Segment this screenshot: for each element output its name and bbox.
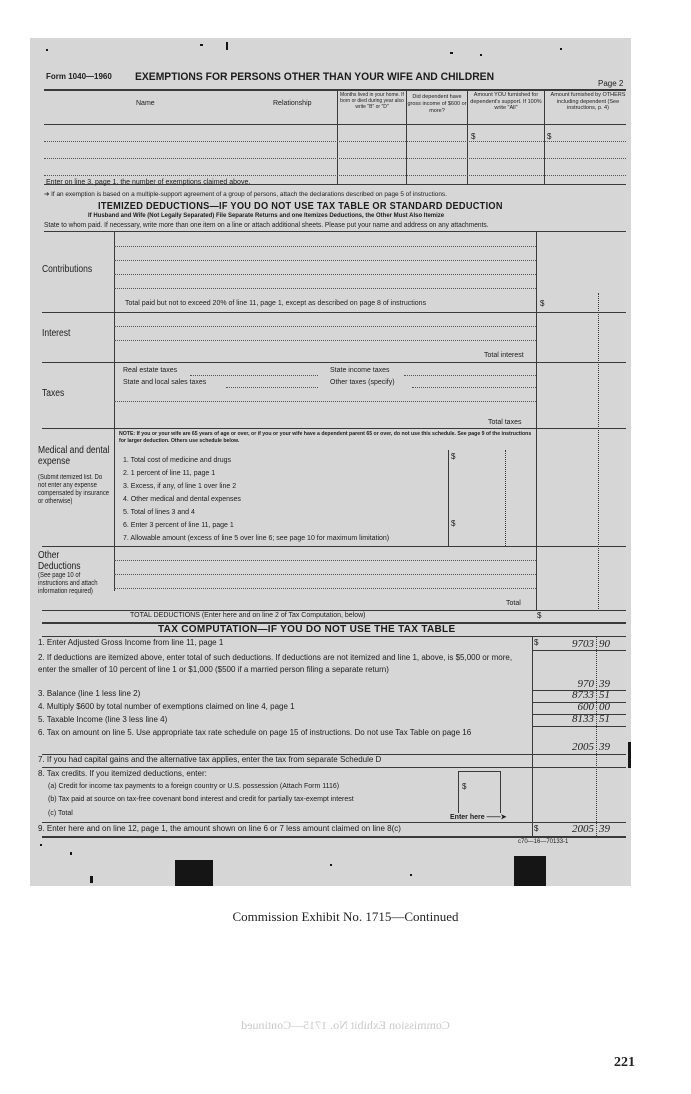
total-deductions-dollar: $ bbox=[537, 611, 542, 620]
contributions-dollar: $ bbox=[540, 299, 545, 308]
tax-line5-dollars: 8133 bbox=[572, 713, 594, 725]
tax-line-1: 1. Enter Adjusted Gross Income from line 11, page 1 bbox=[38, 638, 224, 647]
tax-credit-a-dollar: $ bbox=[462, 782, 467, 791]
contributions-total-label: Total paid but not to exceed 20% of line 11, page 1, except as described on page 8 of instructions bbox=[125, 300, 427, 307]
tax-line-8: 8. Tax credits. If you itemized deductions, enter: bbox=[38, 769, 207, 778]
tax-line9-cents: 39 bbox=[599, 823, 610, 835]
col-you-furnished-header: Amount YOU furnished for dependent's support. If 100% write "All" bbox=[470, 92, 542, 111]
other-deductions-instructions: (See page 10 of instructions and attach information required) bbox=[38, 572, 98, 595]
taxes-label: Taxes bbox=[42, 388, 65, 399]
tax-line1-cents: 90 bbox=[599, 638, 610, 650]
contributions-label: Contributions bbox=[42, 264, 93, 275]
tax-line4-cents: 00 bbox=[599, 701, 610, 713]
you-furnished-dollar: $ bbox=[471, 132, 476, 141]
col-others-furnished-header: Amount furnished by OTHERS including dependent (See instructions, p. 4) bbox=[550, 92, 626, 111]
exhibit-caption: Commission Exhibit No. 1715—Continued bbox=[232, 909, 459, 924]
total-interest-label: Total interest bbox=[484, 352, 524, 359]
page-label: Page 2 bbox=[598, 79, 624, 88]
medical-line-1: 1. Total cost of medicine and drugs bbox=[123, 457, 232, 464]
bleed-through-caption: Commission Exhibit No. 1715—Continued bbox=[241, 1018, 450, 1032]
scan-blot-right bbox=[514, 856, 546, 886]
gpo-code: c70—16—70133-1 bbox=[518, 839, 569, 845]
page-number: 221 bbox=[614, 1055, 635, 1070]
tax-line3-cents: 51 bbox=[599, 689, 610, 701]
tax-computation-title: TAX COMPUTATION—IF YOU DO NOT USE THE TAX TABLE bbox=[158, 624, 456, 635]
tax-line4-dollars: 600 bbox=[577, 701, 594, 713]
medical-line-4: 4. Other medical and dental expenses bbox=[123, 496, 241, 503]
tax-line2-cents: 39 bbox=[599, 678, 610, 690]
medical-instructions: (Submit itemized list. Do not enter any expense compensated by insurance or otherwise) bbox=[38, 474, 110, 505]
state-income-taxes-label: State income taxes bbox=[330, 367, 390, 374]
form-page-scan bbox=[30, 38, 631, 886]
tax-line-5: 5. Taxable Income (line 3 less line 4) bbox=[38, 715, 168, 724]
itemized-instruction: State to whom paid. If necessary, write more than one item on a line or attach additional sheets. Please put your name and address on any attachments. bbox=[44, 220, 489, 229]
real-estate-taxes-label: Real estate taxes bbox=[123, 367, 178, 374]
tax-line-4: 4. Multiply $600 by total number of exemptions claimed on line 4, page 1 bbox=[38, 702, 295, 711]
medical-line-6: 6. Enter 3 percent of line 11, page 1 bbox=[123, 522, 234, 529]
tax-line-9: 9. Enter here and on line 12, page 1, the amount shown on line 6 or 7 less amount claimed on line 8(c) bbox=[38, 824, 401, 833]
medical-line1-dollar: $ bbox=[451, 452, 456, 461]
tax-credit-b: (b) Tax paid at source on tax-free covenant bond interest and credit for partially tax-exempt interest bbox=[48, 796, 354, 803]
tax-line-7: 7. If you had capital gains and the alternative tax applies, enter the tax from separate Schedule D bbox=[38, 755, 382, 764]
other-taxes-label: Other taxes (specify) bbox=[330, 379, 395, 386]
medical-line6-dollar: $ bbox=[451, 519, 456, 528]
itemized-title: ITEMIZED DEDUCTIONS—IF YOU DO NOT USE TAX TABLE OR STANDARD DEDUCTION bbox=[98, 201, 503, 212]
enter-here-arrow: Enter here ——➤ bbox=[450, 814, 507, 821]
form-id: Form 1040—1960 bbox=[46, 72, 112, 81]
col-name-header: Name bbox=[136, 100, 155, 107]
medical-line-2: 2. 1 percent of line 11, page 1 bbox=[123, 470, 216, 477]
total-deductions-label: TOTAL DEDUCTIONS (Enter here and on line 2 of Tax Computation, below) bbox=[130, 612, 366, 619]
itemized-subtitle: If Husband and Wife (Not Legally Separated) File Separate Returns and one Itemizes Deductions, the Other Must Also Itemize bbox=[88, 213, 445, 219]
exemptions-note: Enter on line 3, page 1, the number of exemptions claimed above. bbox=[46, 179, 251, 186]
col-income-header: Did dependent have gross income of $600 or more? bbox=[407, 94, 467, 114]
tax-line9-dollars: 2005 bbox=[572, 823, 594, 835]
scan-blot-left bbox=[175, 860, 213, 886]
col-months-header: Months lived in your home. If born or died during year also write "B" or "D" bbox=[340, 92, 404, 110]
tax-credit-a: (a) Credit for income tax payments to a foreign country or U.S. possession (Attach Form 1116) bbox=[48, 783, 340, 790]
tax-line1-dollars: 9703 bbox=[572, 638, 594, 650]
tax-line5-cents: 51 bbox=[599, 713, 610, 725]
tax-line2-dollars: 970 bbox=[577, 678, 594, 690]
multiple-support-note: ➔ If an exemption is based on a multiple-support agreement of a group of persons, attach the declarations described on page 5 of instructions. bbox=[44, 191, 447, 198]
col-relationship-header: Relationship bbox=[273, 100, 312, 107]
medical-note: NOTE: If you or your wife are 65 years of age or over, or if you or your wife have a dependent parent 65 or over, do not use this schedule. See page 9 of the instructions for larger deduction. Others use schedule below. bbox=[119, 431, 532, 444]
other-deductions-label: Other Deductions bbox=[38, 550, 81, 572]
tax-line3-dollars: 8733 bbox=[572, 689, 594, 701]
tax-line-6: 6. Tax on amount on line 5. Use appropriate tax rate schedule on page 15 of instructions. Do not use Tax Table on page 16 bbox=[38, 728, 472, 737]
interest-label: Interest bbox=[42, 328, 71, 339]
medical-label: Medical and dental expense bbox=[38, 445, 110, 467]
tax-line-2: 2. If deductions are itemized above, enter total of such deductions. If deductions are not itemized and line 1, above, is $5,000 or more, enter the smaller of 10 percent of line 1 or $1,000 ($500 if a married person filing a separate return) bbox=[38, 653, 513, 674]
tax-line6-dollars: 2005 bbox=[572, 741, 594, 753]
medical-line-3: 3. Excess, if any, of line 1 over line 2 bbox=[123, 483, 237, 490]
tax-line9-dollar: $ bbox=[534, 824, 539, 833]
other-deductions-total: Total bbox=[506, 600, 521, 607]
total-taxes-label: Total taxes bbox=[488, 419, 522, 426]
medical-line-7: 7. Allowable amount (excess of line 5 over line 6; see page 10 for maximum limitation) bbox=[123, 535, 390, 542]
others-furnished-dollar: $ bbox=[547, 132, 552, 141]
state-local-sales-taxes-label: State and local sales taxes bbox=[123, 379, 207, 386]
tax-line-3: 3. Balance (line 1 less line 2) bbox=[38, 689, 141, 698]
medical-line-5: 5. Total of lines 3 and 4 bbox=[123, 509, 195, 516]
tax-line6-cents: 39 bbox=[599, 741, 610, 753]
tax-credit-c: (c) Total bbox=[48, 810, 73, 817]
form-section-title: EXEMPTIONS FOR PERSONS OTHER THAN YOUR WIFE AND CHILDREN bbox=[135, 71, 495, 83]
tax-line1-dollar: $ bbox=[534, 638, 539, 647]
